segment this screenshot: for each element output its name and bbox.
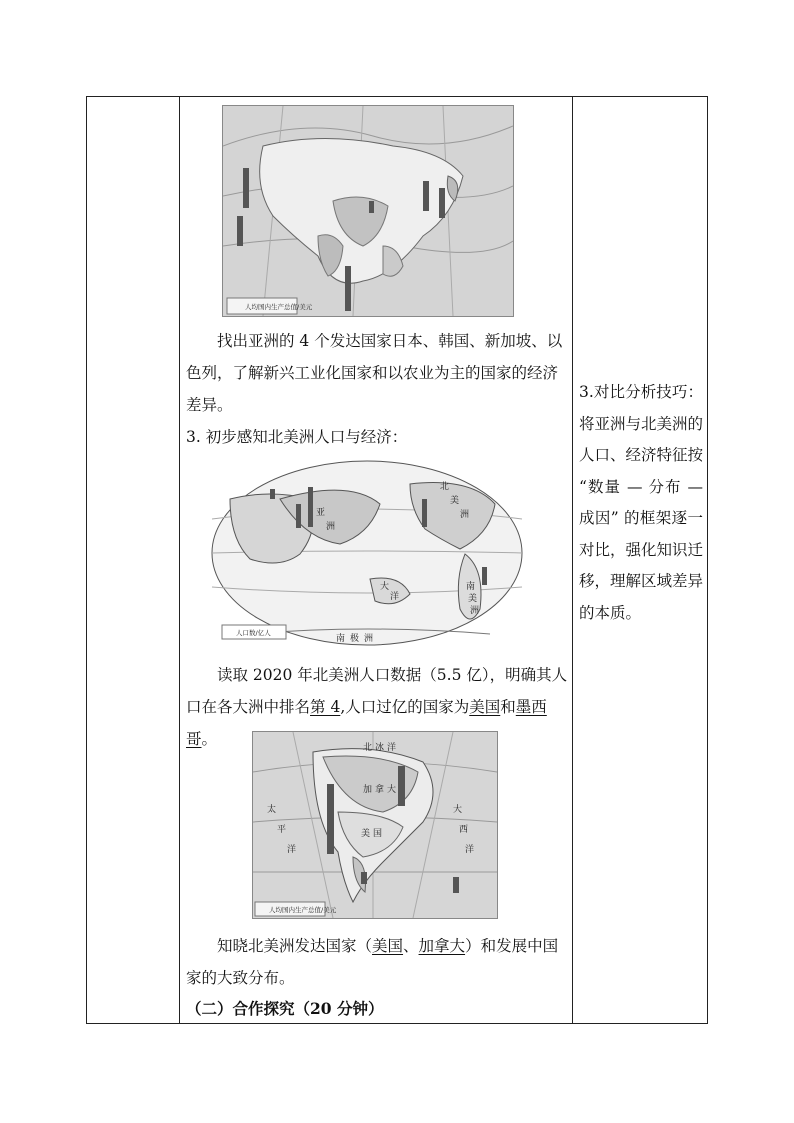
country-mexico: 墨西哥 bbox=[186, 698, 547, 748]
label-oceania-2: 洋 bbox=[390, 592, 400, 602]
country-japan: 日本 bbox=[391, 332, 423, 350]
label-usa-1: 美 bbox=[361, 829, 371, 839]
label-arctic-3: 洋 bbox=[387, 743, 397, 753]
text-fragment: 。 bbox=[201, 730, 218, 748]
table-cell-notes bbox=[573, 97, 708, 1024]
country-usa: 美国 bbox=[469, 698, 501, 716]
text-fragment: 、以色列，了解新兴工业化国家和以农业为主的国家的经济差异。 bbox=[186, 332, 563, 414]
asia-map-legend: 人均国内生产总值/美元 bbox=[245, 303, 313, 311]
text-fragment: ,人口过亿的国家为 bbox=[340, 698, 470, 716]
label-canada-2: 拿 bbox=[375, 785, 385, 795]
label-usa-2: 国 bbox=[373, 829, 383, 839]
label-asia-2: 洲 bbox=[326, 522, 336, 532]
text-fragment: 、 bbox=[403, 937, 419, 955]
paragraph-na-development bbox=[186, 930, 570, 994]
label-na-3: 洲 bbox=[460, 510, 470, 520]
label-pacific-2: 平 bbox=[277, 825, 287, 835]
label-oceania-1: 大 bbox=[380, 582, 390, 592]
text-fragment: 、 bbox=[469, 332, 485, 350]
text-fragment: 知晓北美洲发达国家（ bbox=[217, 937, 373, 955]
table-cell-activities bbox=[180, 97, 573, 1024]
na-map-graphic bbox=[253, 732, 497, 918]
text-fragment: 、 bbox=[422, 332, 439, 350]
label-na-1: 北 bbox=[440, 482, 450, 492]
label-sa-3: 洲 bbox=[470, 606, 480, 616]
text-fragment: 读取 2020 年北美洲人口数据（5.5 亿），明确其人口在各大洲中排名 bbox=[186, 666, 568, 716]
label-atlantic-3: 洋 bbox=[465, 845, 475, 855]
country-usa: 美国 bbox=[372, 937, 404, 955]
label-antarctica-3: 洲 bbox=[364, 634, 374, 644]
paragraph-asia-developed bbox=[186, 325, 570, 421]
world-map-graphic bbox=[210, 459, 524, 647]
heading-north-america-population: 3. 初步感知北美洲人口与经济： bbox=[186, 428, 408, 446]
world-population-map bbox=[210, 459, 524, 647]
country-canada: 加拿大 bbox=[418, 937, 466, 955]
asia-map-graphic bbox=[223, 106, 513, 316]
label-canada-3: 大 bbox=[387, 785, 397, 795]
label-na-2: 美 bbox=[450, 496, 460, 506]
label-atlantic-2: 西 bbox=[459, 825, 469, 835]
label-pacific-3: 洋 bbox=[287, 845, 297, 855]
label-sa-2: 美 bbox=[468, 594, 478, 604]
lesson-plan-table bbox=[86, 96, 708, 1024]
label-sa-1: 南 bbox=[466, 582, 476, 592]
label-antarctica-1: 南 bbox=[336, 634, 346, 644]
world-map-legend: 人口数/亿人 bbox=[236, 629, 271, 637]
label-canada-1: 加 bbox=[363, 785, 373, 795]
section-heading-cooperative-inquiry: （二）合作探究（20 分钟） bbox=[186, 999, 384, 1018]
text-fragment: ）和发展中国家的大致分布。 bbox=[186, 937, 559, 987]
text-fragment: 和 bbox=[500, 698, 516, 716]
label-antarctica-2: 极 bbox=[350, 634, 360, 644]
teaching-note: 3.对比分析技巧：将亚洲与北美洲的人口、经济特征按 “数量 — 分布 — 成因” 的框架逐一对比，强化知识迁移，理解区域差异的本质。 bbox=[579, 383, 704, 622]
label-atlantic-1: 大 bbox=[453, 805, 463, 815]
asia-gdp-map bbox=[222, 105, 514, 317]
label-asia-1: 亚 bbox=[316, 508, 326, 518]
na-map-legend: 人均国内生产总值/美元 bbox=[269, 906, 337, 914]
label-arctic-1: 北 bbox=[363, 743, 373, 753]
label-pacific-1: 太 bbox=[267, 805, 277, 815]
north-america-gdp-map bbox=[252, 731, 498, 919]
population-rank: 第 4 bbox=[310, 698, 341, 716]
label-arctic-2: 冰 bbox=[375, 743, 385, 753]
table-cell-stage bbox=[87, 97, 180, 1024]
text-fragment: 找出亚洲的 4 个发达国家 bbox=[217, 332, 392, 350]
country-singapore: 新加坡 bbox=[484, 332, 532, 350]
country-korea: 韩国 bbox=[438, 332, 470, 350]
